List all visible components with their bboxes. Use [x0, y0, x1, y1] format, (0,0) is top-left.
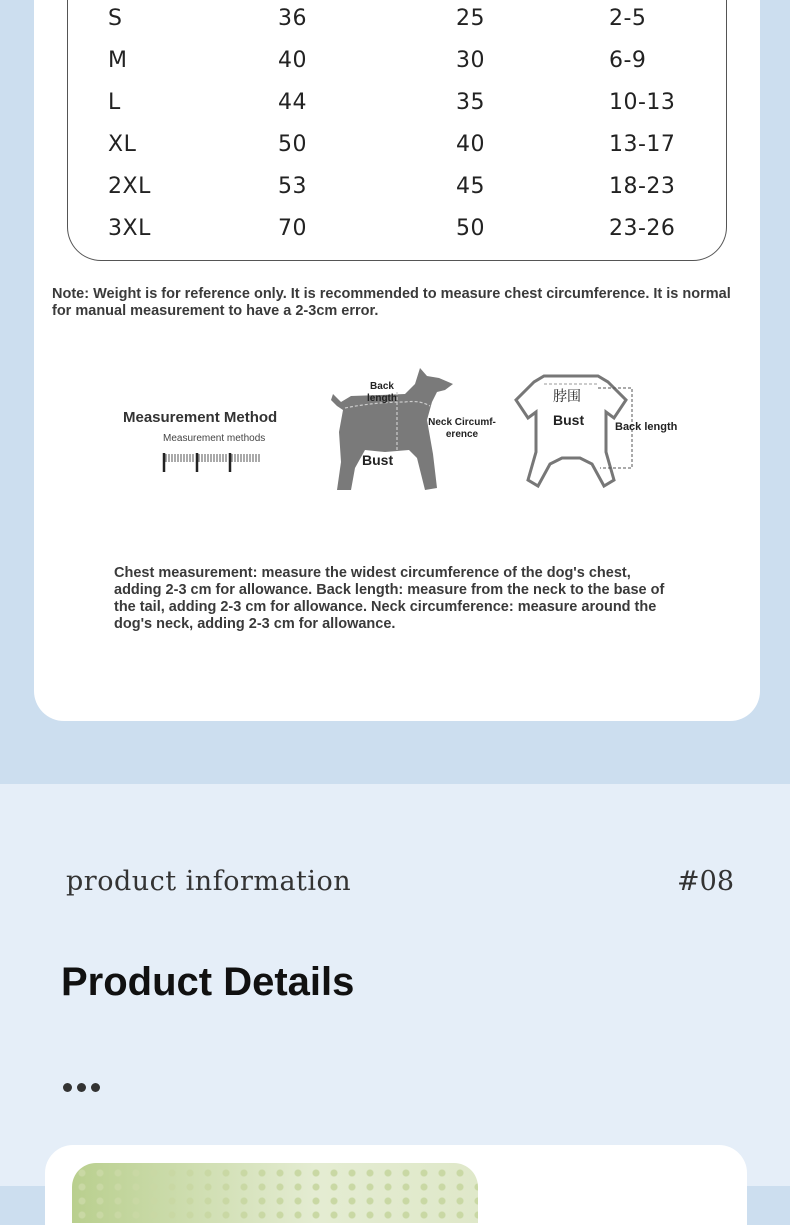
chest-cell: 70	[278, 216, 307, 241]
weight-cell: 10-13	[609, 90, 676, 115]
size-row	[68, 90, 726, 132]
section-number: #08	[677, 866, 734, 897]
back-cell: 30	[456, 48, 485, 73]
size-row	[68, 174, 726, 216]
back-cell: 25	[456, 6, 485, 31]
back-cell: 45	[456, 174, 485, 199]
section-label: product information	[66, 866, 352, 897]
size-row	[68, 48, 726, 90]
dot	[91, 1083, 100, 1092]
chest-cell: 50	[278, 132, 307, 157]
size-row	[68, 216, 726, 258]
dot	[63, 1083, 72, 1092]
back-cell: 40	[456, 132, 485, 157]
size-cell: 2XL	[108, 174, 151, 199]
size-cell: S	[108, 6, 123, 31]
dog-back-length-label: Back length	[367, 381, 397, 404]
chest-cell: 36	[278, 6, 307, 31]
weight-note: Note: Weight is for reference only. It is recommended to measure chest circumference. It is normal for manual measurement to have a 2-3cm error.	[52, 286, 731, 319]
weight-cell: 13-17	[609, 132, 676, 157]
shirt-back-length-label: Back length	[615, 421, 678, 433]
measurement-description: Chest measurement: measure the widest circumference of the dog's chest, adding 2-3 cm for allowance. Back length: measure from the neck to the base of the tail, adding 2-3 cm for allowance. Neck circumference: measure around the dog's neck, adding 2-3 cm for allowance.	[114, 565, 665, 632]
measurement-method-title: Measurement Method	[123, 409, 278, 426]
weight-cell: 18-23	[609, 174, 676, 199]
size-cell: XL	[108, 132, 137, 157]
chest-cell: 53	[278, 174, 307, 199]
size-row	[68, 132, 726, 174]
dots-decoration	[63, 1077, 105, 1096]
product-photo	[72, 1163, 478, 1223]
chest-cell: 44	[278, 90, 307, 115]
ruler-icon	[162, 450, 262, 474]
shirt-bust-label: Bust	[553, 412, 585, 428]
dog-bust-label: Bust	[362, 452, 394, 468]
weight-cell: 23-26	[609, 216, 676, 241]
measurement-method-subtitle: Measurement methods	[163, 433, 266, 444]
size-table	[67, 0, 727, 261]
back-cell: 50	[456, 216, 485, 241]
weight-cell: 2-5	[609, 6, 647, 31]
size-cell: 3XL	[108, 216, 151, 241]
weight-cell: 6-9	[609, 48, 647, 73]
size-cell: L	[108, 90, 121, 115]
size-row	[68, 6, 726, 48]
dog-neck-label: Neck Circumf- erence	[428, 417, 496, 440]
chest-cell: 40	[278, 48, 307, 73]
dot	[77, 1083, 86, 1092]
back-cell: 35	[456, 90, 485, 115]
product-details-title: Product Details	[61, 960, 355, 1004]
size-cell: M	[108, 48, 128, 73]
shirt-chinese-label: 脖围	[553, 388, 581, 404]
